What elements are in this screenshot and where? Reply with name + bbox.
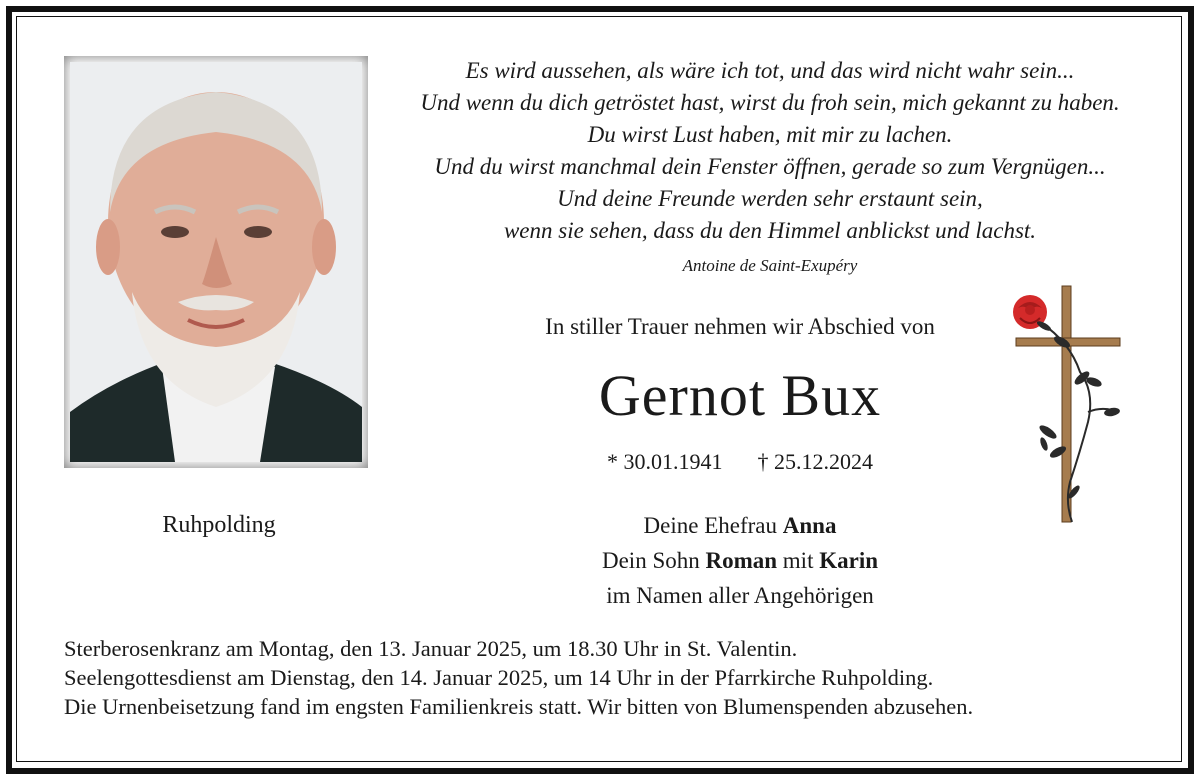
poem-line: Und wenn du dich getröstet hast, wirst du froh sein, mich gekannt zu haben. — [420, 90, 1120, 115]
cross-with-rose-icon — [1000, 282, 1130, 527]
funeral-notice — [64, 634, 973, 721]
portrait-photo — [70, 62, 362, 462]
death-symbol: † — [757, 449, 769, 474]
poem-line: Es wird aussehen, als wäre ich tot, und das wird nicht wahr sein... — [465, 58, 1075, 83]
birth-symbol: * — [607, 449, 618, 474]
poem-line: Und du wirst manchmal dein Fenster öffnen, gerade so zum Vergnügen... — [434, 154, 1106, 179]
family-line-son: Dein Sohn Roman mit Karin — [601, 548, 878, 573]
poem-line: wenn sie sehen, dass du den Himmel anblickst und lachst. — [503, 218, 1037, 243]
family-line-spouse: Deine Ehefrau Anna — [643, 513, 837, 538]
partner-name: Karin — [819, 548, 878, 573]
family-line-relatives: im Namen aller Angehörigen — [606, 583, 874, 608]
birth-date: 30.01.1941 — [623, 449, 723, 474]
notice-line: Sterberosenkranz am Montag, den 13. Januar 2025, um 18.30 Uhr in St. Valentin. — [64, 636, 798, 661]
place-name: Ruhpolding — [162, 512, 276, 538]
poem-author: Antoine de Saint-Exupéry — [682, 256, 858, 275]
notice-line: Seelengottesdienst am Dienstag, den 14. Januar 2025, um 14 Uhr in der Pfarrkirche Ruhpolding. — [64, 665, 934, 690]
portrait-frame — [64, 56, 368, 468]
life-dates — [385, 449, 1095, 475]
poem-line: Du wirst Lust haben, mit mir zu lachen. — [587, 122, 953, 147]
poem — [385, 55, 1155, 247]
death-date: 25.12.2024 — [774, 449, 873, 474]
notice-line: Die Urnenbeisetzung fand im engsten Familienkreis statt. Wir bitten von Blumenspenden abzusehen. — [64, 694, 974, 719]
poem-line: Und deine Freunde werden sehr erstaunt sein, — [557, 186, 983, 211]
spouse-name: Anna — [782, 513, 837, 538]
son-name: Roman — [705, 548, 778, 573]
family-block — [385, 508, 1095, 613]
mourning-line: In stiller Trauer nehmen wir Abschied von — [545, 314, 935, 339]
deceased-name: Gernot Bux — [598, 363, 882, 428]
